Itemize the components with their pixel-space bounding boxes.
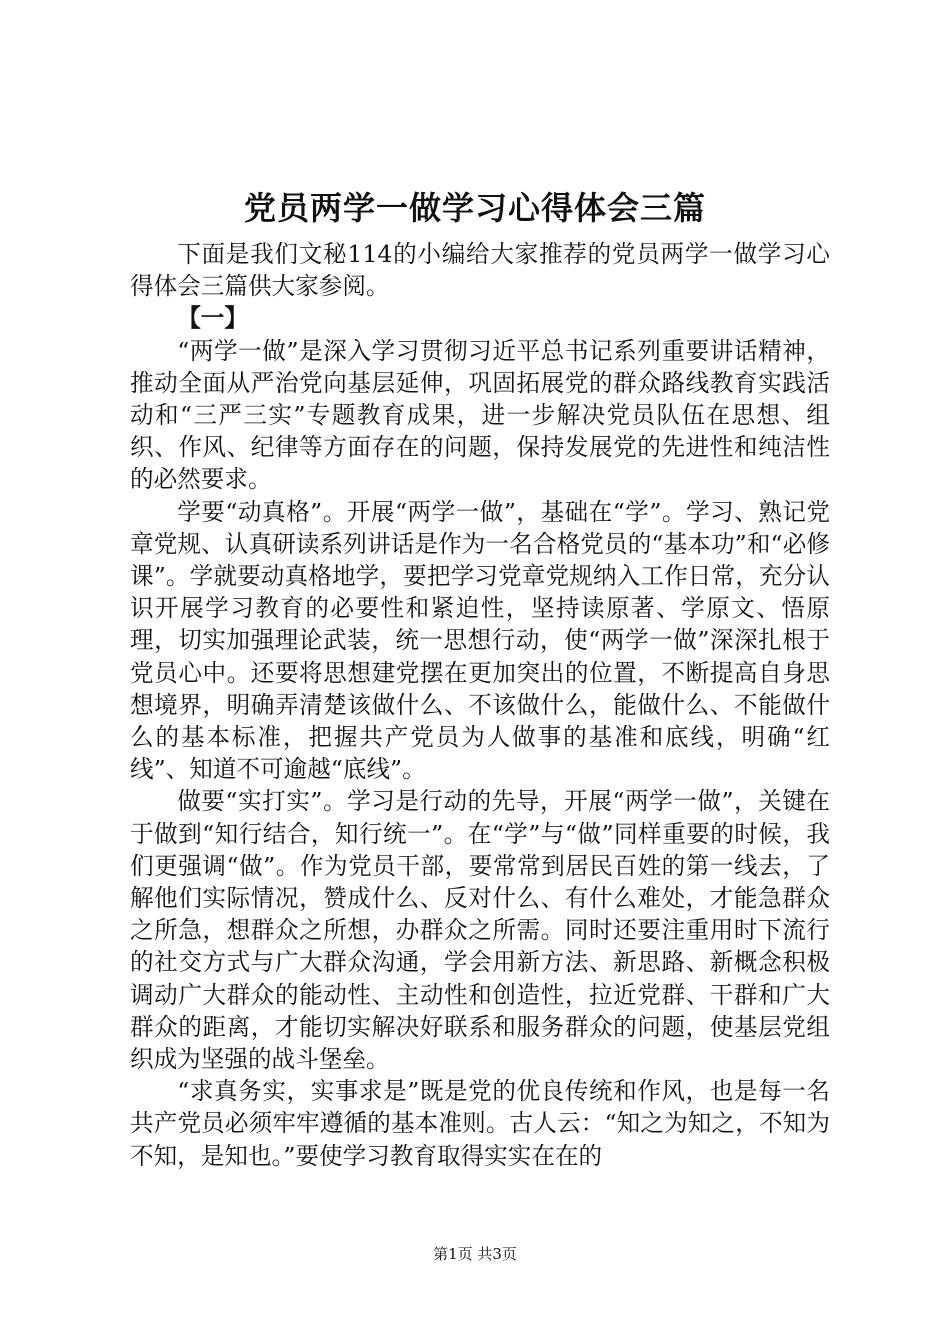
body-paragraph: “求真务实，实事求是”既是党的优良传统和作风，也是每一名共产党员必须牢牢遵循的基本准则。古人云：“知之为知之，不知为不知，是知也。”要使学习教育取得实实在在的: [130, 1077, 830, 1170]
page-footer: 第1页 共3页: [433, 1245, 517, 1263]
body-paragraph: 做要“实打实”。学习是行动的先导，开展“两学一做”，关键在于做到“知行结合，知行统一”。在“学”与“做”同样重要的时候，我们更强调“做”。作为党员干部，要常常到居民百姓的第一线去，了解他们实际情况，赞成什么、反对什么、有什么难处，才能急群众之所急，想群众之所想，办群众之所需。同时还要注重用时下流行的社交方式与广大群众沟通，学会用新方法、新思路、新概念积极调动广大群众的能动性、主动性和创造性，拉近党群、干群和广大群众的距离，才能切实解决好联系和服务群众的问题，使基层党组织成为坚强的战斗堡垒。: [130, 787, 830, 1074]
document-body: [130, 238, 830, 1172]
body-paragraph: “两学一做”是深入学习贯彻习近平总书记系列重要讲话精神，推动全面从严治党向基层延伸，巩固拓展党的群众路线教育实践活动和“三严三实”专题教育成果，进一步解决党员队伍在思想、组织、作风、纪律等方面存在的问题，保持发展党的先进性和纯洁性的必然要求。: [130, 336, 830, 494]
section-marker: 【一】: [177, 304, 248, 333]
body-paragraph: 学要“动真格”。开展“两学一做”，基础在“学”。学习、熟记党章党规、认真研读系列讲话是作为一名合格党员的“基本功”和“必修课”。学就要动真格地学，要把学习党章党规纳入工作日常，充分认识开展学习教育的必要性和紧迫性，坚持读原著、学原文、悟原理，切实加强理论武装，统一思想行动，使“两学一做”深深扎根于党员心中。还要将思想建党摆在更加突出的位置，不断提高自身思想境界，明确弄清楚该做什么、不该做什么，能做什么、不能做什么的基本标准，把握共产党员为人做事的基准和底线，明确“红线”、知道不可逾越“底线”。: [130, 497, 830, 784]
intro-paragraph: 下面是我们文秘114的小编给大家推荐的党员两学一做学习心得体会三篇供大家参阅。: [130, 240, 830, 301]
page-title: 党员两学一做学习心得体会三篇: [243, 189, 706, 227]
